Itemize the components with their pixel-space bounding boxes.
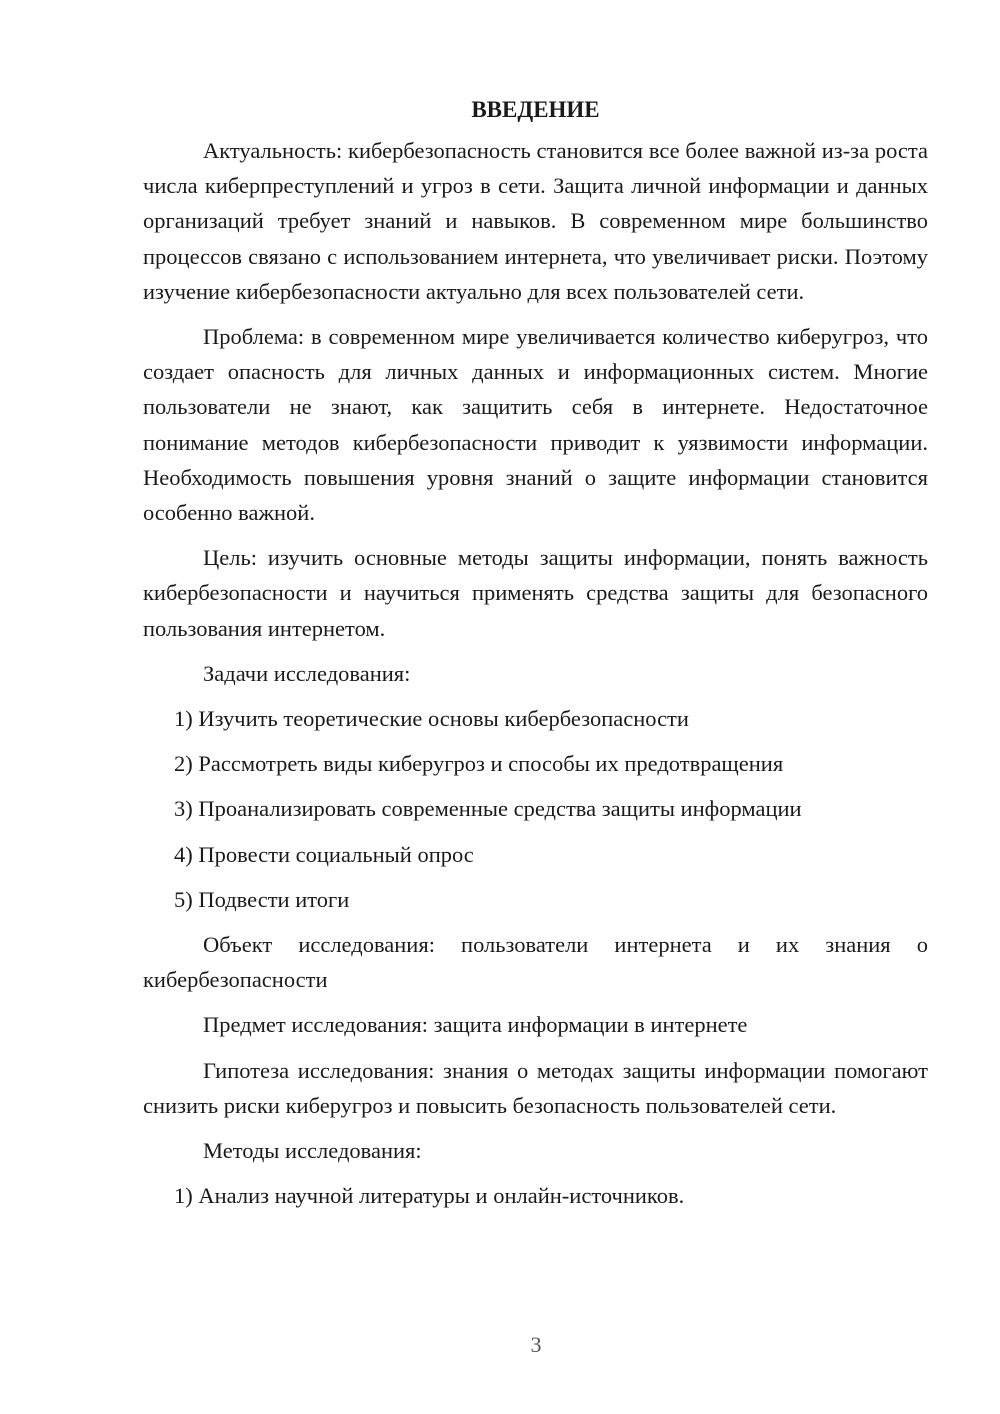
goal-paragraph: Цель: изучить основные методы защиты информации, понять важность кибербезопасности и научиться применять средства защиты для безопасного пользования интернетом. [143, 545, 928, 641]
tasks-title: Задачи исследования: [203, 660, 411, 686]
task-item: 4) Провести социальный опрос [174, 841, 474, 867]
methods-title: Методы исследования: [203, 1138, 422, 1164]
task-item: 5) Подвести итоги [174, 886, 350, 912]
relevance-paragraph: Актуальность: кибербезопасность становится все более важной из-за роста числа киберпреступлений и угроз в сети. Защита личной информации и данных организаций требует знаний и навыков. В современном мире большинство процессов связано с использованием интернета, что увеличивает риски. Поэтому изучение кибербезопасности актуально для всех пользователей сети. [143, 138, 928, 304]
object-paragraph: Объект исследования: пользователи интернета и их знания о кибербезопасности [143, 932, 928, 993]
document-page [143, 92, 928, 1223]
hypothesis-paragraph: Гипотеза исследования: знания о методах защиты информации помогают снизить риски киберугроз и повысить безопасность пользователей сети. [143, 1057, 928, 1118]
subject-paragraph: Предмет исследования: защита информации в интернете [203, 1012, 748, 1038]
task-item: 3) Проанализировать современные средства защиты информации [174, 796, 802, 822]
task-item: 1) Изучить теоретические основы кибербезопасности [174, 706, 689, 732]
page-number: 3 [530, 1332, 542, 1357]
method-item: 1) Анализ научной литературы и онлайн-источников. [174, 1183, 685, 1209]
problem-paragraph: Проблема: в современном мире увеличивается количество киберугроз, что создает опасность для личных данных и информационных систем. Многие пользователи не знают, как защитить себя в интернете. Недостаточное понимание методов кибербезопасности приводит к уязвимости информации. Необходимость повышения уровня знаний о защите информации становится особенно важной. [143, 324, 928, 526]
task-item: 2) Рассмотреть виды киберугроз и способы их предотвращения [174, 751, 784, 777]
section-heading: ВВЕДЕНИЕ [471, 97, 600, 122]
